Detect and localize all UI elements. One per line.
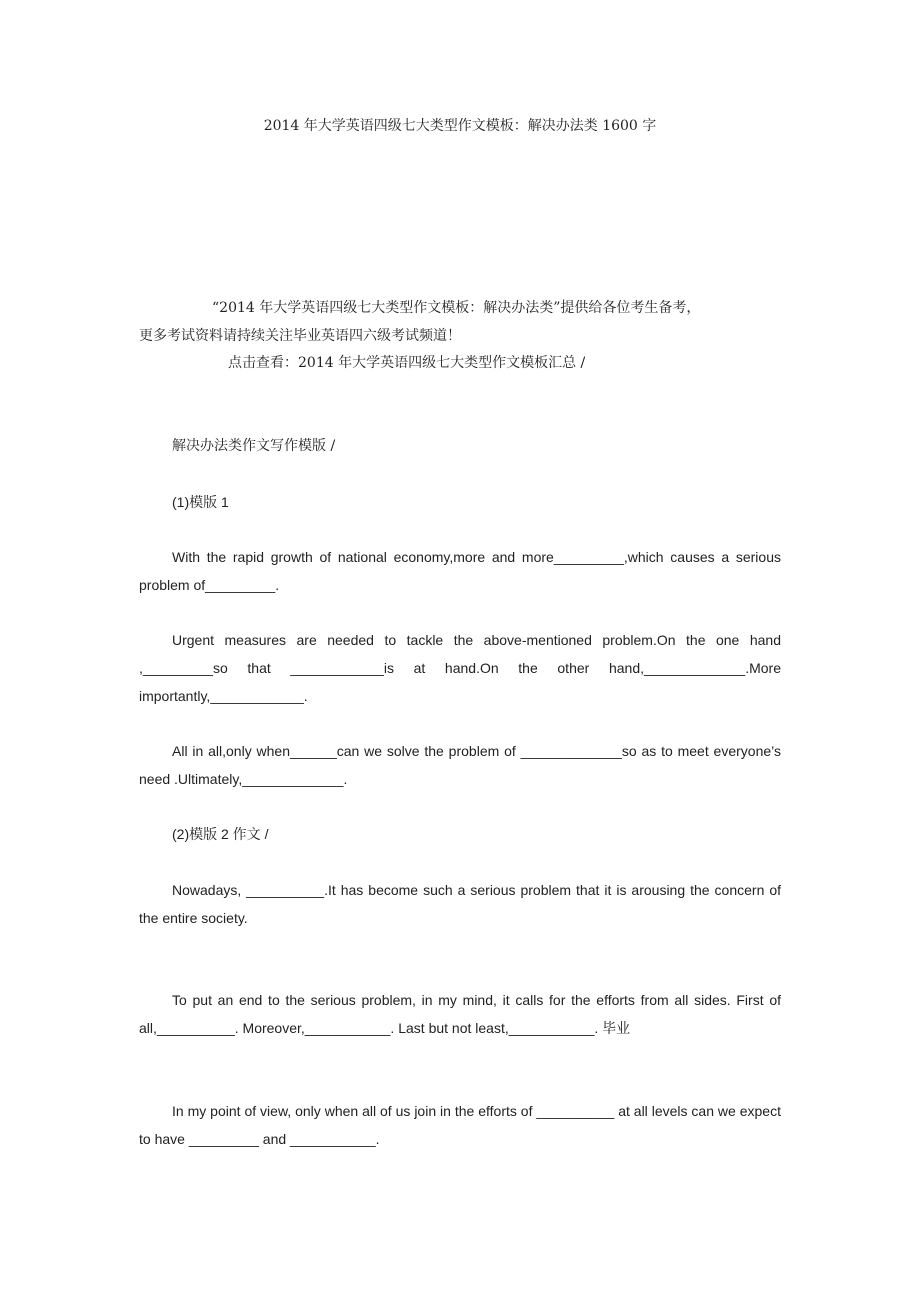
intro-line-1: “2014 年大学英语四级七大类型作文模板：解决办法类”提供给各位考生备考， xyxy=(212,300,701,316)
template-1-paragraph-2: Urgent measures are needed to tackle the above-mentioned problem.On the one hand ,_________so that ____________is at hand.On the other hand,_____________.More importantly,____________. xyxy=(139,632,781,704)
template-2-paragraph-2: To put an end to the serious problem, in my mind, it calls for the efforts from all sides. First of all,__________. Moreover,___________. Last but not least,___________. 毕业 xyxy=(139,992,781,1036)
template-1-paragraph-1: With the rapid growth of national economy,more and more_________,which causes a serious problem of_________. xyxy=(139,549,781,593)
template-1-heading: (1)模版 1 xyxy=(172,494,229,510)
intro-line-2: 更多考试资料请持续关注毕业英语四六级考试频道！ xyxy=(139,328,461,344)
intro-link-line[interactable]: 点击查看：2014 年大学英语四级七大类型作文模板汇总 / xyxy=(228,355,586,371)
section-heading: 解决办法类作文写作模版 / xyxy=(172,438,336,454)
template-2-heading: (2)模版 2 作文 / xyxy=(172,826,269,842)
document-title: 2014 年大学英语四级七大类型作文模板：解决办法类 1600 字 xyxy=(263,118,657,134)
template-2-paragraph-1: Nowadays, __________.It has become such a serious problem that it is arousing the concern of the entire society. xyxy=(139,882,781,926)
template-1-paragraph-3: All in all,only when______can we solve the problem of _____________so as to meet everyone’s need .Ultimately,_____________. xyxy=(139,743,781,787)
template-2-paragraph-3: In my point of view, only when all of us join in the efforts of __________ at all levels can we expect to have _________ and ___________. xyxy=(139,1103,781,1147)
